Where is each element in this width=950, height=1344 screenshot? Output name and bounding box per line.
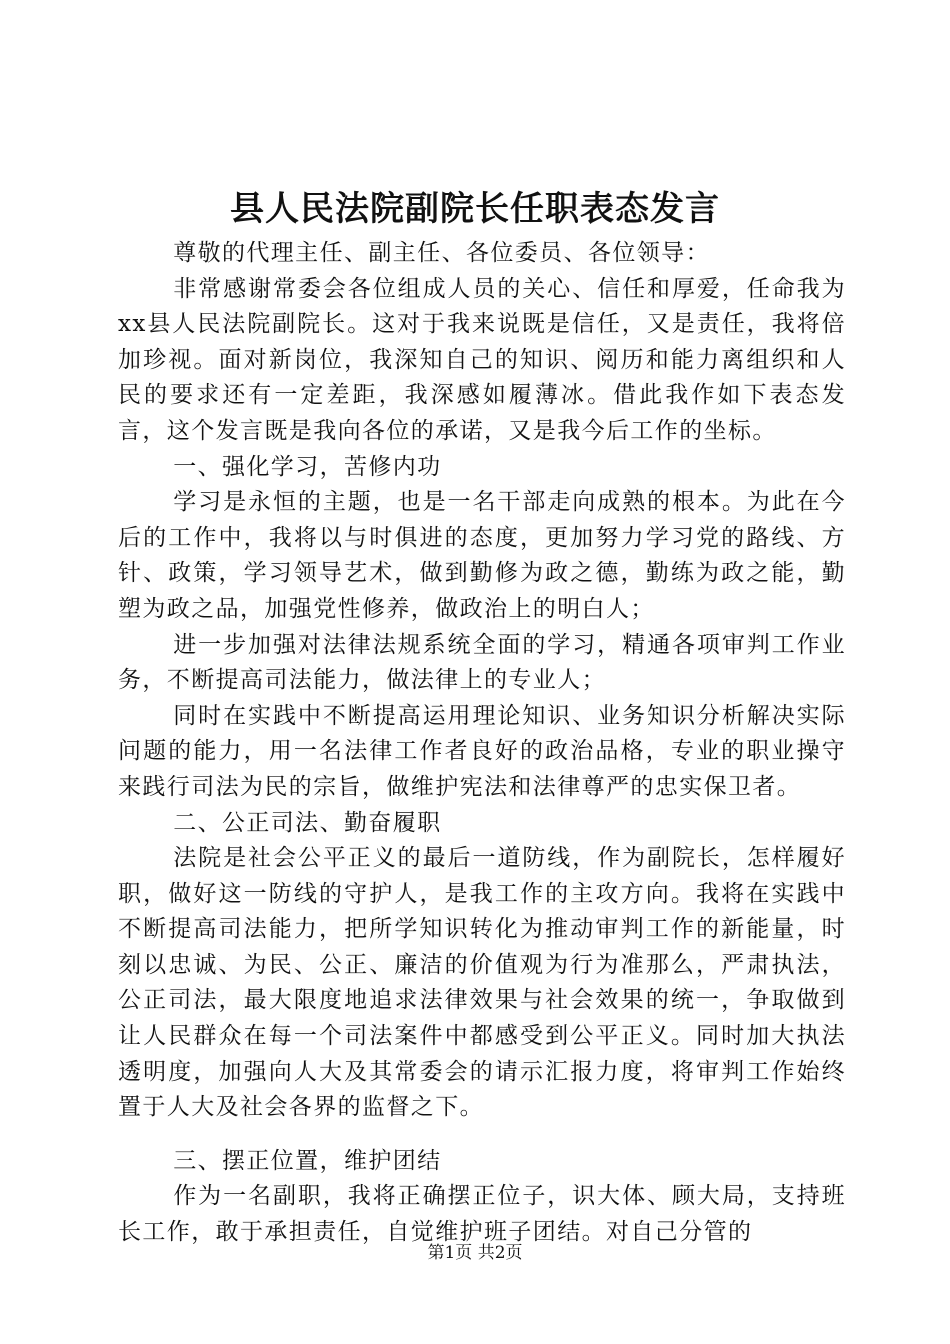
paragraph-law-study: 进一步加强对法律法规系统全面的学习，精通各项审判工作业务，不断提高司法能力，做法律上的专业人； — [118, 631, 846, 694]
section-heading-3: 三、摆正位置，维护团结 — [173, 1147, 442, 1174]
section-heading-1: 一、强化学习，苦修内功 — [173, 453, 442, 480]
document-body — [118, 236, 846, 1251]
section-heading-2: 二、公正司法、勤奋履职 — [173, 809, 442, 836]
paragraph-study: 学习是永恒的主题，也是一名干部走向成熟的根本。为此在今后的工作中，我将以与时俱进的态度，更加努力学习党的路线、方针、政策，学习领导艺术，做到勤修为政之德，勤练为政之能，勤塑为政之品，加强党性修养，做政治上的明白人； — [118, 489, 846, 622]
paragraph-unity: 作为一名副职，我将正确摆正位子，识大体、顾大局，支持班长工作，敢于承担责任，自觉维护班子团结。对自己分管的 — [118, 1183, 846, 1246]
paragraph-practice: 同时在实践中不断提高运用理论知识、业务知识分析解决实际问题的能力，用一名法律工作者良好的政治品格，专业的职业操守来践行司法为民的宗旨，做维护宪法和法律尊严的忠实保卫者。 — [118, 702, 846, 800]
paragraph-justice: 法院是社会公平正义的最后一道防线，作为副院长，怎样履好职，做好这一防线的守护人，是我工作的主攻方向。我将在实践中不断提高司法能力，把所学知识转化为推动审判工作的新能量，时刻以忠诚、为民、公正、廉洁的价值观为行为准那么，严肃执法，公正司法，最大限度地追求法律效果与社会效果的统一，争取做到让人民群众在每一个司法案件中都感受到公平正义。同时加大执法透明度，加强向人大及其常委会的请示汇报力度，将审判工作始终置于人大及社会各界的监督之下。 — [118, 845, 846, 1121]
document-title: 县人民法院副院长任职表态发言 — [230, 189, 720, 229]
page-number: 第1页 共2页 — [427, 1243, 523, 1263]
paragraph-salutation: 尊敬的代理主任、副主任、各位委员、各位领导： — [173, 240, 710, 266]
paragraph-thanks: 非常感谢常委会各位组成人员的关心、信任和厚爱，任命我为xx县人民法院副院长。这对于我来说既是信任，又是责任，我将倍加珍视。面对新岗位，我深知自己的知识、阅历和能力离组织和人民的要求还有一定差距，我深感如履薄冰。借此我作如下表态发言，这个发言既是我向各位的承诺，又是我今后工作的坐标。 — [118, 275, 846, 444]
